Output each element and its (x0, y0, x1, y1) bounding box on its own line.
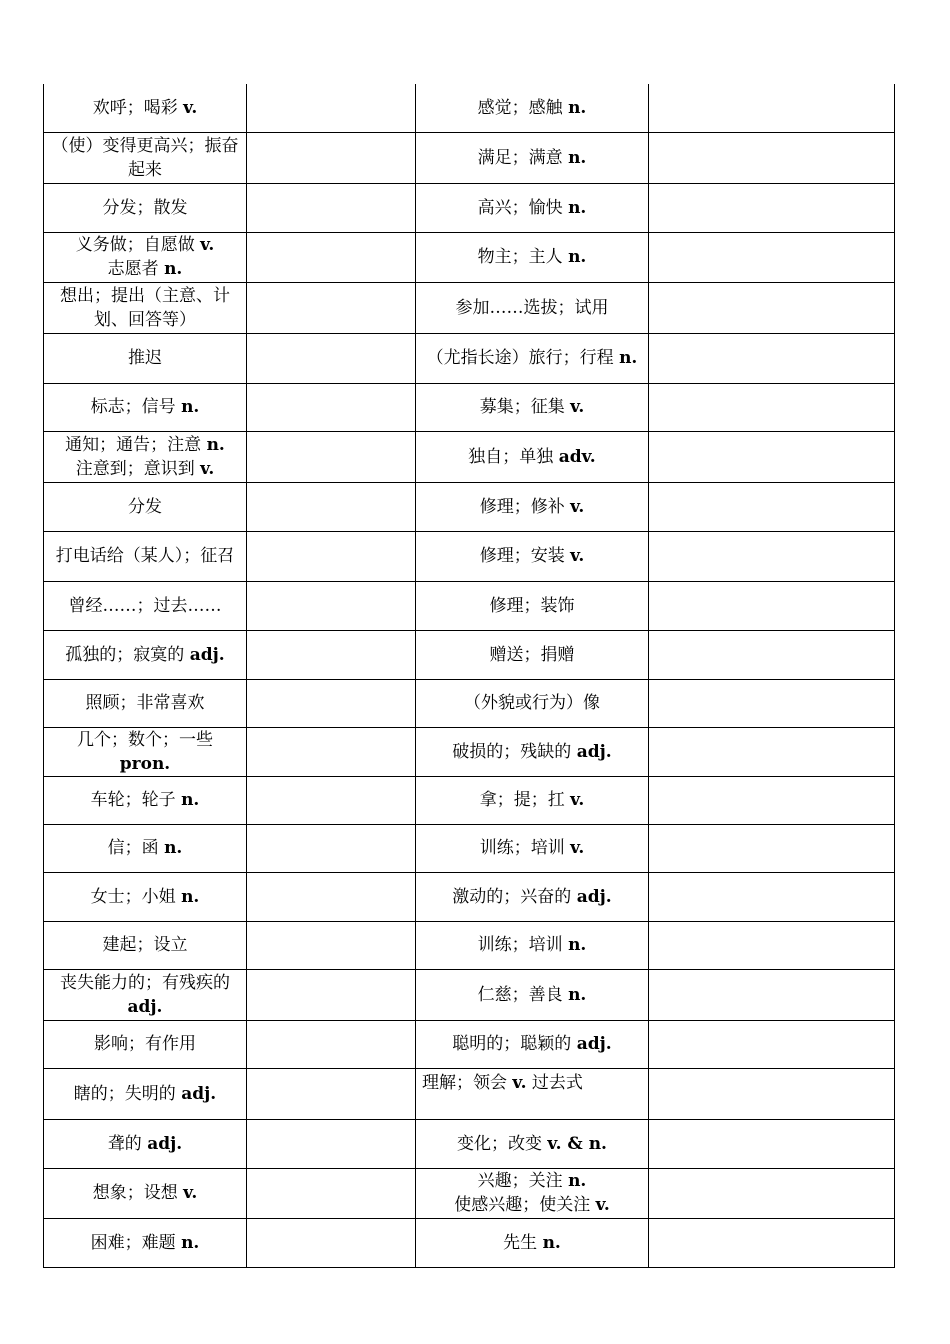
table-row (44, 482, 895, 531)
chinese-meaning-cell (44, 132, 247, 183)
meaning-text: 几个；数个；一些 (77, 729, 213, 750)
answer-blank-cell[interactable] (649, 232, 895, 282)
chinese-meaning-cell (44, 776, 247, 824)
chinese-meaning-cell (44, 383, 247, 431)
chinese-meaning-cell (416, 383, 649, 431)
part-of-speech: v. (200, 458, 215, 479)
part-of-speech: v. (200, 235, 215, 255)
meaning-text: 满足；满意 (477, 147, 569, 168)
part-of-speech: pron. (119, 753, 171, 774)
part-of-speech: adj. (181, 1083, 217, 1104)
part-of-speech: v. (570, 397, 585, 417)
left-line-2 (50, 257, 240, 281)
part-of-speech: n. (568, 935, 587, 955)
part-of-speech: n. (568, 984, 587, 1005)
part-of-speech: v. (570, 838, 585, 858)
chinese-meaning-cell (416, 431, 649, 482)
table-row (44, 1020, 895, 1068)
meaning-text: 修理；安装 (479, 546, 571, 566)
part-of-speech: n. (181, 1232, 200, 1253)
answer-blank-cell[interactable] (247, 132, 416, 183)
answer-blank-cell[interactable] (247, 872, 416, 921)
answer-blank-cell[interactable] (247, 282, 416, 333)
chinese-meaning-cell (44, 921, 247, 969)
meaning-text: 影响；有作用 (94, 1034, 196, 1054)
answer-blank-cell[interactable] (649, 282, 895, 333)
chinese-meaning-cell (44, 333, 247, 383)
part-of-speech: n. (542, 1232, 561, 1253)
answer-blank-cell[interactable] (247, 824, 416, 872)
meaning-text: 困难；难题 (90, 1232, 182, 1253)
meaning-text: 训练；培训 (479, 838, 571, 858)
answer-blank-cell[interactable] (649, 727, 895, 776)
meaning-text: 激动的；兴奋的 (452, 886, 577, 907)
chinese-meaning-cell (416, 776, 649, 824)
answer-blank-cell[interactable] (649, 921, 895, 969)
chinese-meaning-cell (416, 872, 649, 921)
chinese-meaning-cell (44, 824, 247, 872)
chinese-meaning-cell (416, 679, 649, 727)
meaning-text: 感觉；感触 (477, 97, 569, 118)
chinese-meaning-cell (416, 1119, 649, 1168)
meaning-text: 先生 (503, 1232, 543, 1253)
chinese-meaning-cell (416, 183, 649, 232)
answer-blank-cell[interactable] (649, 482, 895, 531)
answer-blank-cell[interactable] (649, 333, 895, 383)
answer-blank-cell[interactable] (649, 431, 895, 482)
meaning-text: （尤指长途）旅行；行程 (426, 348, 620, 368)
chinese-meaning-cell (44, 431, 247, 482)
answer-blank-cell[interactable] (247, 630, 416, 679)
answer-blank-cell[interactable] (649, 84, 895, 132)
meaning-text: 丧失能力的；有残疾的 (60, 972, 230, 993)
part-of-speech: n. (181, 397, 200, 417)
table-row (44, 776, 895, 824)
part-of-speech: n. (181, 886, 200, 907)
meaning-text: 使感兴趣；使关注 (454, 1195, 596, 1215)
meaning-text: 欢呼；喝彩 (92, 97, 184, 118)
answer-blank-cell[interactable] (649, 824, 895, 872)
part-of-speech: v. (512, 1072, 527, 1093)
answer-blank-cell[interactable] (247, 679, 416, 727)
answer-blank-cell[interactable] (649, 1119, 895, 1168)
vocabulary-table (43, 84, 895, 1268)
answer-blank-cell[interactable] (649, 679, 895, 727)
chinese-meaning-cell (44, 482, 247, 531)
meaning-text: 孤独的；寂寞的 (65, 644, 190, 665)
meaning-text: 拿；提；扛 (479, 790, 571, 810)
part-of-speech: v. & n. (547, 1133, 607, 1154)
part-of-speech: n. (164, 838, 183, 858)
answer-blank-cell[interactable] (247, 1218, 416, 1267)
meaning-text: （使）变得更高兴；振奋起来 (51, 135, 239, 180)
part-of-speech: n. (568, 197, 587, 218)
chinese-meaning-cell (416, 333, 649, 383)
answer-blank-cell[interactable] (247, 531, 416, 581)
answer-blank-cell[interactable] (649, 776, 895, 824)
answer-blank-cell[interactable] (649, 872, 895, 921)
answer-blank-cell[interactable] (247, 232, 416, 282)
meaning-text: 物主；主人 (477, 247, 569, 267)
meaning-text: 曾经……；过去…… (68, 595, 222, 616)
meaning-text: 聪明的；聪颖的 (452, 1034, 577, 1054)
meaning-text: 赠送；捐赠 (489, 644, 575, 665)
chinese-meaning-cell (44, 1020, 247, 1068)
answer-blank-cell[interactable] (649, 630, 895, 679)
chinese-meaning-cell (44, 531, 247, 581)
answer-blank-cell[interactable] (649, 581, 895, 630)
meaning-text: 仁慈；善良 (477, 984, 569, 1005)
part-of-speech: v. (570, 546, 585, 566)
answer-blank-cell[interactable] (649, 383, 895, 431)
answer-blank-cell[interactable] (247, 969, 416, 1020)
meaning-text: 募集；征集 (479, 397, 571, 417)
chinese-meaning-cell (44, 581, 247, 630)
left-line-1 (50, 233, 240, 257)
chinese-meaning-cell (416, 84, 649, 132)
answer-blank-cell[interactable] (649, 1068, 895, 1119)
meaning-text: 破损的；残缺的 (452, 741, 577, 762)
table-row (44, 531, 895, 581)
chinese-meaning-cell (416, 1168, 649, 1218)
table-row (44, 132, 895, 183)
table-row (44, 969, 895, 1020)
answer-blank-cell[interactable] (649, 1218, 895, 1267)
meaning-text: 照顾；非常喜欢 (85, 693, 205, 713)
part-of-speech: adj. (576, 1034, 612, 1054)
part-of-speech: n. (568, 247, 587, 267)
answer-blank-cell[interactable] (247, 482, 416, 531)
meaning-text: 义务做；自愿做 (75, 235, 201, 255)
part-of-speech: v. (183, 1183, 198, 1203)
meaning-text: 注意到；意识到 (75, 458, 201, 479)
meaning-text: 高兴；愉快 (477, 197, 569, 218)
meaning-text: 通知；通告；注意 (65, 434, 207, 455)
chinese-meaning-cell (416, 630, 649, 679)
part-of-speech: adj. (576, 741, 612, 762)
table-row (44, 824, 895, 872)
answer-blank-cell[interactable] (247, 1068, 416, 1119)
table-row (44, 581, 895, 630)
meaning-text: 兴趣；关注 (477, 1171, 569, 1191)
chinese-meaning-cell (44, 679, 247, 727)
answer-blank-cell[interactable] (247, 431, 416, 482)
chinese-meaning-cell (44, 1218, 247, 1267)
table-row (44, 921, 895, 969)
answer-blank-cell[interactable] (247, 581, 416, 630)
meaning-text: 聋的 (107, 1133, 148, 1154)
chinese-meaning-cell (416, 727, 649, 776)
meaning-text: （外貌或行为）像 (464, 693, 600, 713)
meaning-note: 过去式 (526, 1072, 583, 1093)
meaning-text: 分发 (128, 496, 162, 517)
part-of-speech: n. (568, 1171, 587, 1191)
table-row (44, 872, 895, 921)
chinese-meaning-cell (44, 84, 247, 132)
chinese-meaning-cell (44, 1168, 247, 1218)
meaning-text: 车轮；轮子 (90, 790, 182, 810)
table-row (44, 1218, 895, 1267)
meaning-text: 女士；小姐 (90, 886, 182, 907)
table-row (44, 383, 895, 431)
chinese-meaning-cell (44, 969, 247, 1020)
meaning-text: 独自；单独 (468, 446, 559, 467)
meaning-text: 训练；培训 (477, 935, 569, 955)
chinese-meaning-cell (416, 132, 649, 183)
answer-blank-cell[interactable] (247, 1020, 416, 1068)
table-row (44, 727, 895, 776)
chinese-meaning-cell (44, 1119, 247, 1168)
chinese-meaning-cell (416, 581, 649, 630)
part-of-speech: v. (595, 1195, 610, 1215)
meaning-text: 想象；设想 (92, 1183, 184, 1203)
answer-blank-cell[interactable] (247, 727, 416, 776)
part-of-speech: adj. (127, 996, 163, 1017)
meaning-text: 修理；装饰 (489, 595, 575, 616)
answer-blank-cell[interactable] (649, 1168, 895, 1218)
meaning-text: 想出；提出（主意、计划、回答等） (60, 285, 230, 330)
meaning-text: 分发；散发 (102, 197, 188, 218)
meaning-text: 推迟 (128, 348, 162, 368)
answer-blank-cell[interactable] (649, 531, 895, 581)
left-line-1 (50, 433, 240, 457)
part-of-speech: n. (181, 790, 200, 810)
meaning-text: 建起；设立 (102, 935, 188, 955)
chinese-meaning-cell (416, 1020, 649, 1068)
table-row (44, 1168, 895, 1218)
table-row (44, 431, 895, 482)
table-row (44, 630, 895, 679)
part-of-speech: n. (619, 348, 638, 368)
meaning-text: 修理；修补 (479, 496, 571, 517)
meaning-text: 打电话给（某人）；征召 (55, 546, 235, 566)
left-line-2 (50, 457, 240, 481)
chinese-meaning-cell (416, 921, 649, 969)
meaning-text: 信；函 (107, 838, 165, 858)
chinese-meaning-cell (416, 282, 649, 333)
chinese-meaning-cell (44, 630, 247, 679)
part-of-speech: n. (164, 259, 183, 279)
meaning-text: 志愿者 (107, 259, 165, 279)
answer-blank-cell[interactable] (247, 921, 416, 969)
answer-blank-cell[interactable] (649, 183, 895, 232)
table-row (44, 1119, 895, 1168)
part-of-speech: v. (183, 97, 198, 118)
meaning-text: 理解；领会 (422, 1072, 513, 1093)
meaning-text: 参加……选拔；试用 (455, 297, 609, 318)
part-of-speech: n. (206, 434, 225, 455)
meaning-text: 瞎的；失明的 (73, 1083, 182, 1104)
chinese-meaning-cell (416, 824, 649, 872)
right-line-2 (422, 1193, 642, 1217)
table-row (44, 333, 895, 383)
table-row (44, 183, 895, 232)
answer-blank-cell[interactable] (247, 1119, 416, 1168)
answer-blank-cell[interactable] (649, 132, 895, 183)
chinese-meaning-cell (44, 183, 247, 232)
part-of-speech: adj. (147, 1133, 183, 1154)
table-row (44, 1068, 895, 1119)
chinese-meaning-cell (44, 727, 247, 776)
chinese-meaning-cell (44, 1068, 247, 1119)
chinese-meaning-cell (416, 969, 649, 1020)
answer-blank-cell[interactable] (247, 1168, 416, 1218)
part-of-speech: n. (568, 147, 587, 168)
part-of-speech: adj. (576, 886, 612, 907)
meaning-text: 变化；改变 (457, 1133, 548, 1154)
table-row (44, 84, 895, 132)
answer-blank-cell[interactable] (247, 776, 416, 824)
meaning-text: 标志；信号 (90, 397, 182, 417)
part-of-speech: v. (570, 496, 585, 517)
part-of-speech: adv. (558, 446, 596, 467)
answer-blank-cell[interactable] (247, 383, 416, 431)
chinese-meaning-cell (416, 531, 649, 581)
vocabulary-sheet (43, 84, 894, 1268)
answer-blank-cell[interactable] (247, 183, 416, 232)
chinese-meaning-cell (416, 1068, 649, 1119)
chinese-meaning-cell (44, 232, 247, 282)
table-row (44, 679, 895, 727)
table-row (44, 282, 895, 333)
answer-blank-cell[interactable] (649, 1020, 895, 1068)
part-of-speech: n. (568, 97, 587, 118)
answer-blank-cell[interactable] (649, 969, 895, 1020)
part-of-speech: v. (570, 790, 585, 810)
part-of-speech: adj. (189, 644, 225, 665)
chinese-meaning-cell (416, 232, 649, 282)
answer-blank-cell[interactable] (247, 333, 416, 383)
chinese-meaning-cell (416, 482, 649, 531)
chinese-meaning-cell (416, 1218, 649, 1267)
chinese-meaning-cell (44, 282, 247, 333)
table-row (44, 232, 895, 282)
chinese-meaning-cell (44, 872, 247, 921)
answer-blank-cell[interactable] (247, 84, 416, 132)
right-line-1 (422, 1169, 642, 1193)
